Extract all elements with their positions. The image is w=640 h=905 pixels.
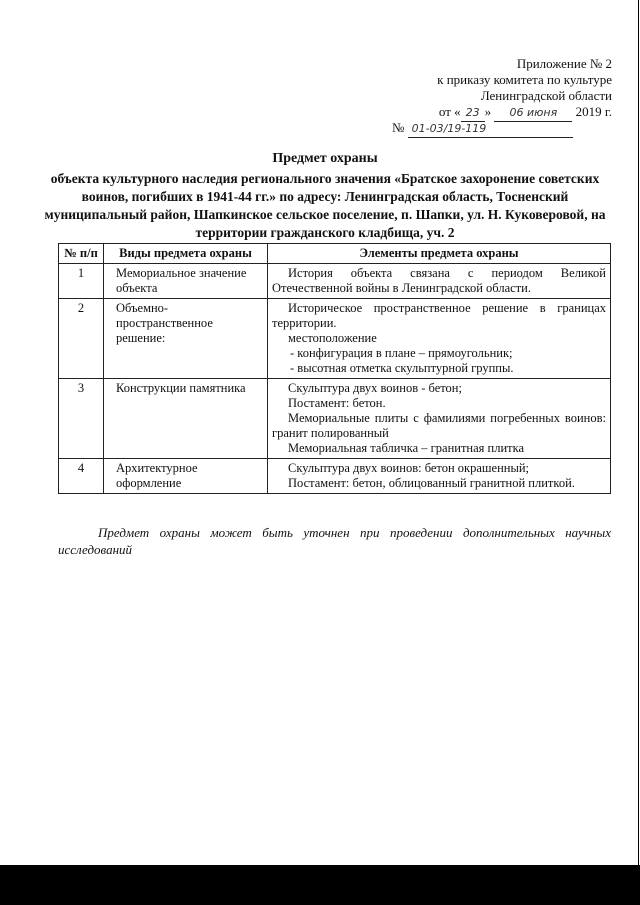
handwritten-month: 06 июня <box>494 105 572 122</box>
title-body: объекта культурного наследия регионального значения «Братское захоронение советских воинов, погибших в 1941-44 гг.» по адресу: Ленинградская область, Тосненский муниципальный район, Шапкинское сельское поселение, п. Шапки, ул. Н. Куковеровой, на территории гражданского кладбища, уч. 2 <box>44 171 606 240</box>
row-kind <box>104 459 268 494</box>
appendix-line-1: Приложение № 2 <box>516 56 612 71</box>
appendix-header <box>312 56 612 135</box>
row-kind-text: Мемориальное значение объекта <box>116 266 247 295</box>
row-elements <box>268 299 611 379</box>
element-line: Историческое пространственное решение в границах территории. <box>272 301 606 330</box>
appendix-line-3: Ленинградской области <box>480 88 612 103</box>
header-num: № п/п <box>59 244 104 264</box>
title-subject: Предмет охраны <box>272 151 378 166</box>
handwritten-number: 01-03/19-119 <box>408 121 573 138</box>
row-num: 2 <box>59 299 104 379</box>
number-prefix: № <box>392 120 405 135</box>
order-number <box>392 120 612 138</box>
element-line: История объекта связана с периодом Великой Отечественной войны в Ленинградской области. <box>272 266 606 295</box>
row-num: 1 <box>59 264 104 299</box>
row-num: 3 <box>59 379 104 459</box>
row-num: 4 <box>59 459 104 494</box>
row-kind-text: Архитектурное оформление <box>116 461 198 490</box>
element-line: Постамент: бетон. <box>288 396 386 410</box>
table-header-row <box>59 244 611 264</box>
row-kind <box>104 299 268 379</box>
table-row <box>59 264 611 299</box>
row-elements <box>268 459 611 494</box>
row-kind <box>104 379 268 459</box>
appendix-line-2: к приказу комитета по культуре <box>437 72 612 87</box>
header-elements: Элементы предмета охраны <box>268 244 611 264</box>
element-line: Скульптура двух воинов: бетон окрашенный; <box>288 461 530 475</box>
row-elements <box>268 264 611 299</box>
row-kind-text: Объемно-пространственное решение: <box>116 301 213 345</box>
element-line: Постамент: бетон, облицованный гранитной плиткой. <box>288 476 575 490</box>
element-line: местоположение <box>288 331 377 345</box>
footnote: Предмет охраны может быть уточнен при проведении дополнительных научных исследований <box>58 525 611 557</box>
element-line: Скульптура двух воинов - бетон; <box>288 381 462 395</box>
row-kind <box>104 264 268 299</box>
table-row <box>59 379 611 459</box>
row-elements <box>268 379 611 459</box>
element-line: Мемориальные плиты с фамилиями погребенных воинов: гранит полированный <box>272 411 606 440</box>
handwritten-day: 23 <box>461 105 485 122</box>
element-line: Мемориальная табличка – гранитная плитка <box>288 441 525 455</box>
element-line: - высотная отметка скульптурной группы. <box>290 361 514 375</box>
element-line: - конфигурация в плане – прямоугольник; <box>290 346 513 360</box>
date-year: 2019 г. <box>575 104 612 119</box>
protection-table <box>58 243 611 494</box>
header-kind: Виды предмета охраны <box>104 244 268 264</box>
date-prefix: от « <box>438 104 461 119</box>
table-row <box>59 299 611 379</box>
row-kind-text: Конструкции памятника <box>116 381 246 395</box>
scan-bottom-bar <box>0 865 640 905</box>
document-title <box>40 150 610 242</box>
date-separator: » <box>484 104 492 119</box>
table-row <box>59 459 611 494</box>
